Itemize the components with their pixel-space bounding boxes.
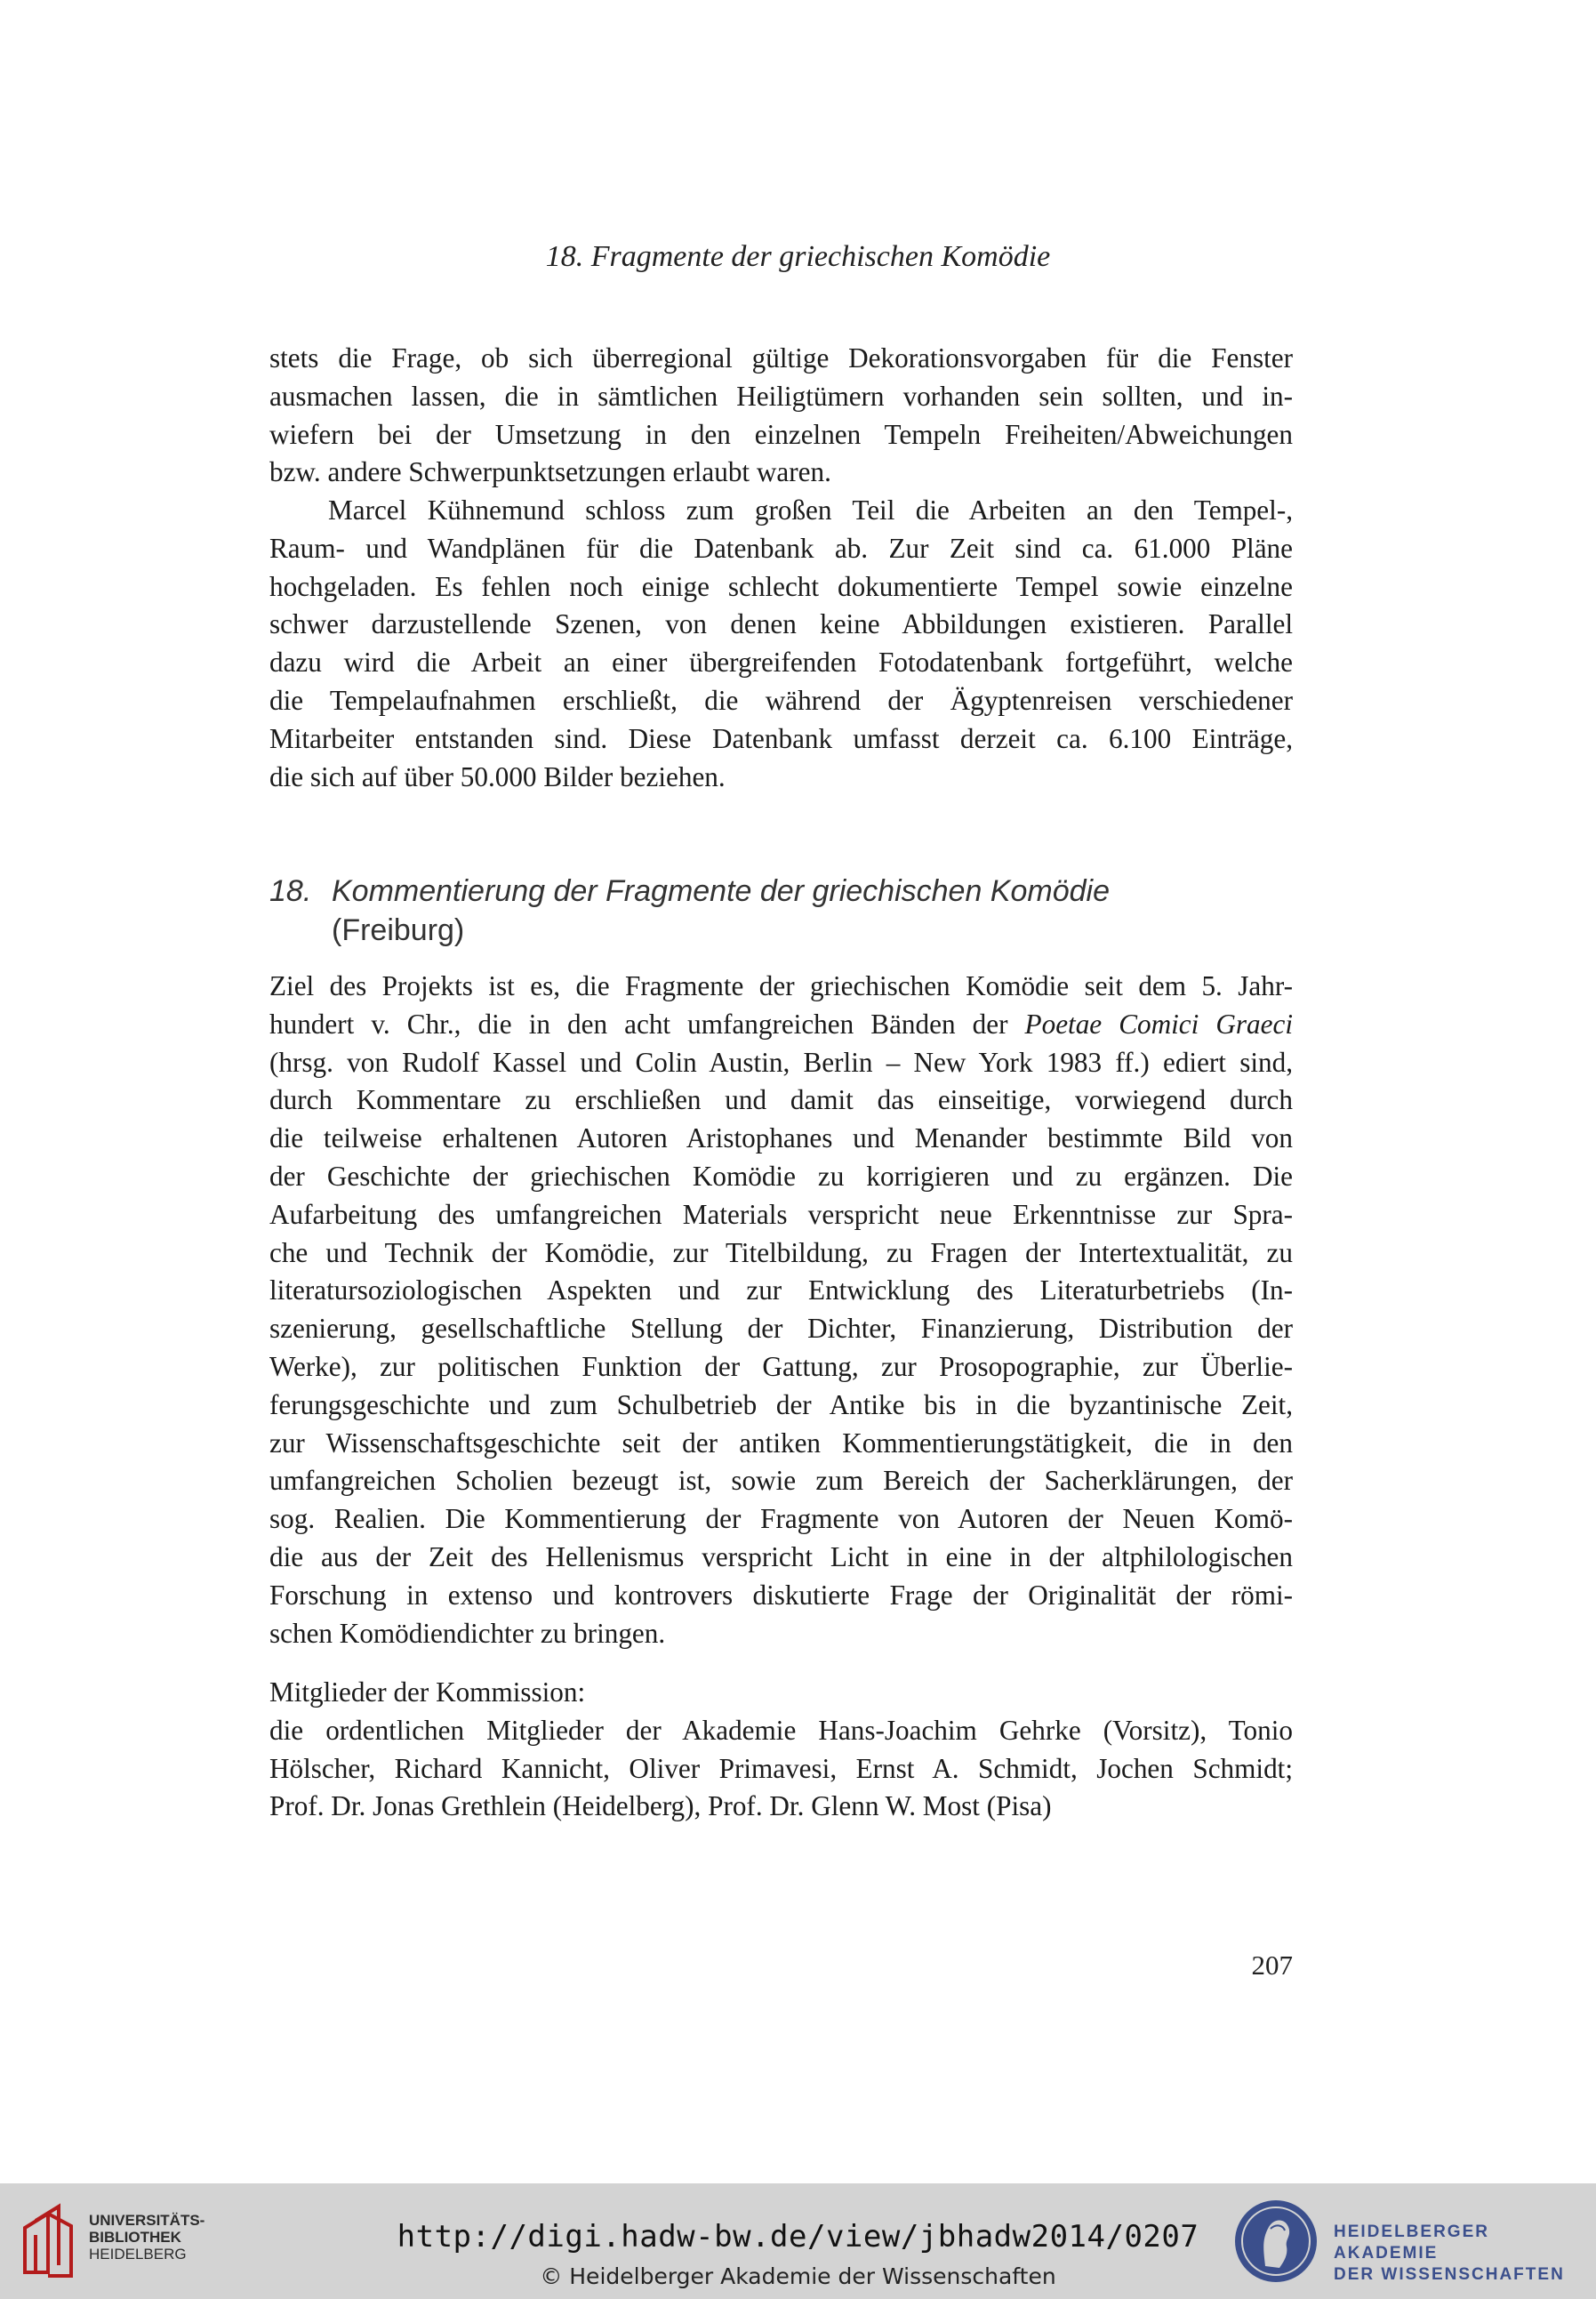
project-paragraph [269,968,1293,1652]
text-line: Ziel des Projekts ist es, die Fragmente der griechischen Komödie seit dem 5. Jahr- [269,970,1293,1001]
permalink-url[interactable]: http://digi.hadw-bw.de/view/jbhadw2014/0207 [397,2219,1199,2255]
text-line: bzw. andere Schwerpunktsetzungen erlaubt waren. [269,456,831,488]
intro-paragraph [269,340,1293,492]
running-header: 18. Fragmente der griechischen Komödie [545,240,1051,273]
text-line [269,1006,1293,1044]
text-line: (hrsg. von Rudolf Kassel und Colin Austin, Berlin – New York 1983 ff.) ediert sind, [269,1046,1293,1078]
text-line: umfangreichen Scholien bezeugt ist, sowie zum Bereich der Sacherklärungen, der [269,1465,1293,1497]
text-line: ferungsgeschichte und zum Schulbetrieb der Antike bis in die byzantinische Zeit, [269,1388,1293,1420]
text-line: Raum- und Wandplänen für die Datenbank ab. Zur Zeit sind ca. 61.000 Pläne [269,532,1293,564]
text-line: die Tempelaufnahmen erschließt, die während der Ägyptenreisen verschiedener [269,684,1293,716]
academy-name [1334,2222,1596,2286]
text-line: hochgeladen. Es fehlen noch einige schlecht dokumentierte Tempel sowie einzelne [269,570,1293,602]
text-line: die teilweise erhaltenen Autoren Aristophanes und Menander bestimmte Bild von [269,1122,1293,1154]
text-line: schen Komödiendichter zu bringen. [269,1617,666,1649]
text-line: die ordentlichen Mitglieder der Akademie Hans-Joachim Gehrke (Vorsitz), Tonio [269,1714,1293,1746]
text-line: Aufarbeitung des umfangreichen Materials verspricht neue Erkenntnisse zur Spra- [269,1198,1293,1230]
text-line: der Geschichte der griechischen Komödie zu korrigieren und zu ergänzen. Die [269,1160,1293,1192]
academy-seal-logo [1231,2197,1320,2286]
text-line: szenierung, gesellschaftliche Stellung der Dichter, Finanzierung, Distribution der [269,1313,1293,1345]
text-line: literatursoziologischen Aspekten und zur Entwicklung des Literaturbetriebs (In- [269,1274,1293,1306]
text-line: schwer darzustellende Szenen, von denen keine Abbildungen existieren. Parallel [269,608,1293,640]
text-line: zur Wissenschaftsgeschichte seit der antiken Kommentierungstätigkeit, die in den [269,1427,1293,1459]
commission-members [269,1674,1293,1826]
library-name-line: HEIDELBERG [89,2246,187,2263]
text-line: dazu wird die Arbeit an einer übergreifenden Fotodatenbank fortgeführt, welche [269,647,1293,679]
members-label: Mitglieder der Kommission: [269,1676,586,1708]
text-line: ausmachen lassen, die in sämtlichen Heiligtümern vorhanden sein sollten, und in- [269,380,1293,412]
academy-name-line: HEIDELBERGER AKADEMIE [1334,2223,1489,2263]
text-line: Werke), zur politischen Funktion der Gattung, zur Prosopographie, zur Überlie- [269,1350,1293,1382]
text-line: wiefern bei der Umsetzung in den einzelnen Tempeln Freiheiten/Abweichungen [269,418,1293,450]
copyright-notice: © Heidelberger Akademie der Wissenschaften [540,2263,1056,2289]
section-title: Kommentierung der Fragmente der griechischen Komödie [332,874,1111,908]
second-paragraph [269,492,1293,796]
text-line: durch Kommentare zu erschließen und damit das einseitige, vorwiegend durch [269,1084,1293,1116]
section-number: 18. [269,874,312,908]
text-line: Marcel Kühnemund schloss zum großen Teil die Arbeiten an den Tempel-, [328,494,1293,526]
italic-title: Poetae Comici Graeci [1024,1008,1293,1040]
library-name-line: BIBLIOTHEK [89,2229,181,2246]
text-line: sog. Realien. Die Kommentierung der Fragmente von Autoren der Neuen Komö- [269,1503,1293,1535]
footer-bar [0,2183,1596,2299]
academy-name-line: DER WISSENSCHAFTEN [1334,2265,1565,2284]
text-line: die sich auf über 50.000 Bilder beziehen. [269,760,726,792]
text-line: Hölscher, Richard Kannicht, Oliver Primavesi, Ernst A. Schmidt, Jochen Schmidt; [269,1752,1293,1784]
text-line: Prof. Dr. Jonas Grethlein (Heidelberg), Prof. Dr. Glenn W. Most (Pisa) [269,1790,1052,1822]
text-line: Mitarbeiter entstanden sind. Diese Datenbank umfasst derzeit ca. 6.100 Einträge, [269,722,1293,754]
text-line: stets die Frage, ob sich überregional gültige Dekorationsvorgaben für die Fenster [269,342,1293,374]
page-number: 207 [1251,1949,1293,1981]
text-line: die aus der Zeit des Hellenismus verspricht Licht in eine in der altphilologischen [269,1540,1293,1572]
section-heading [269,872,1293,950]
text-line: che und Technik der Komödie, zur Titelbildung, zu Fragen der Intertextualität, zu [269,1236,1293,1268]
text-line: Forschung in extenso und kontrovers diskutierte Frage der Originalität der römi- [269,1579,1293,1611]
text-run: hundert v. Chr., die in den acht umfangreichen Bänden der [269,1008,1025,1040]
section-location: (Freiburg) [332,913,465,947]
library-name-line: UNIVERSITÄTS- [89,2212,205,2229]
